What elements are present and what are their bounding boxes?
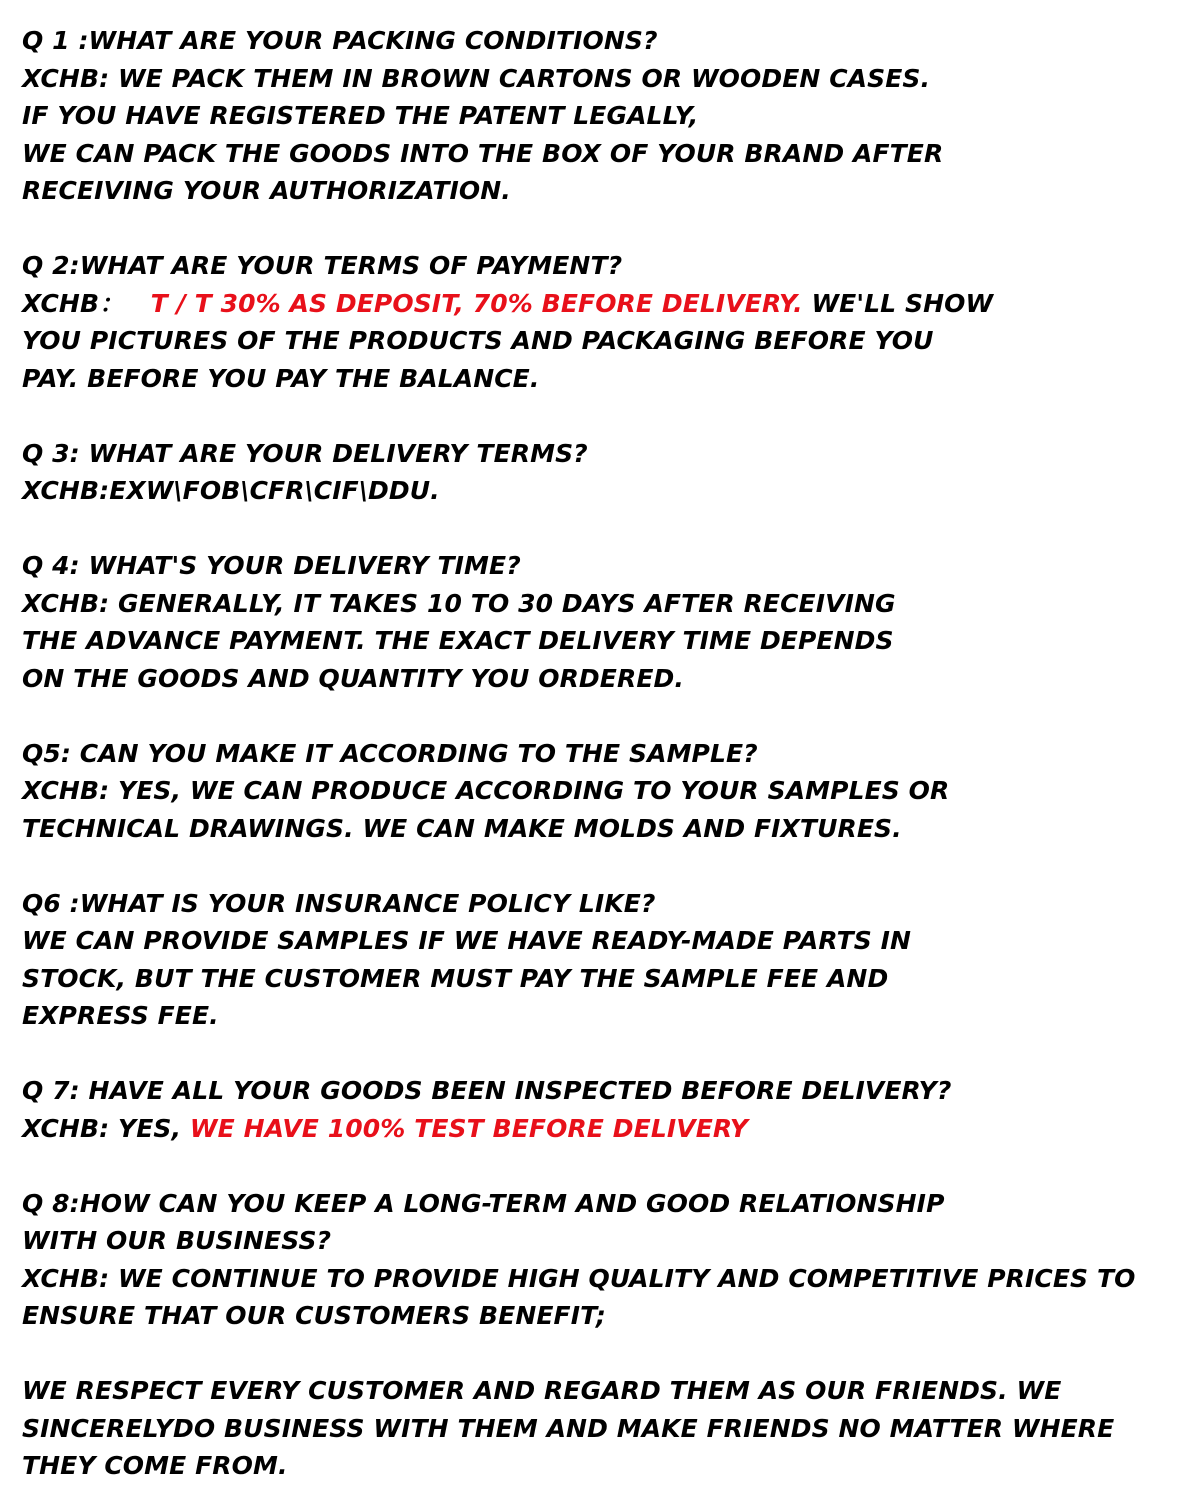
answer-7-prefix: XCHB: YES, [22,1113,182,1143]
answer-4-line-2: THE ADVANCE PAYMENT. THE EXACT DELIVERY TIME DEPENDS [22,626,894,655]
question-8-line-1: Q 8:HOW CAN YOU KEEP A LONG-TERM AND GOOD RELATIONSHIP [22,1188,945,1218]
test-highlight: WE HAVE 100% TEST BEFORE DELIVERY [189,1113,749,1143]
question-3: Q 3: WHAT ARE YOUR DELIVERY TERMS? [22,438,588,468]
answer-5-line-2: TECHNICAL DRAWINGS. WE CAN MAKE MOLDS AND FIXTURES. [22,813,902,843]
question-1: Q 1 :WHAT ARE YOUR PACKING CONDITIONS? [22,26,658,55]
faq-q8 [22,1185,1192,1335]
payment-terms-highlight: T / T 30% AS DEPOSIT, 70% BEFORE DELIVERY. [150,288,803,318]
faq-q7 [22,1072,1192,1147]
answer-4-line-3: ON THE GOODS AND QUANTITY YOU ORDERED. [22,663,684,693]
answer-7-line-1 [22,1110,1192,1148]
question-5: Q5: CAN YOU MAKE IT ACCORDING TO THE SAMPLE? [22,738,758,768]
question-4: Q 4: WHAT'S YOUR DELIVERY TIME? [22,551,521,580]
answer-4-line-1: XCHB: GENERALLY, IT TAKES 10 TO 30 DAYS AFTER RECEIVING [22,588,896,618]
closing-line-1: WE RESPECT EVERY CUSTOMER AND REGARD THEM AS OUR FRIENDS. WE [22,1376,1062,1405]
faq-q1 [22,22,1192,210]
answer-2-line-3: PAY. BEFORE YOU PAY THE BALANCE. [22,363,540,393]
answer-3-line-1: XCHB:EXW\FOB\CFR\CIF\DDU. [22,476,440,505]
answer-6-line-1: WE CAN PROVIDE SAMPLES IF WE HAVE READY-MADE PARTS IN [22,926,912,955]
faq-q4 [22,547,1192,697]
answer-6-line-2: STOCK, BUT THE CUSTOMER MUST PAY THE SAMPLE FEE AND [22,963,889,993]
faq-q6 [22,885,1192,1035]
answer-1-line-3: WE CAN PACK THE GOODS INTO THE BOX OF YOUR BRAND AFTER [22,138,944,168]
answer-8-line-1: XCHB: WE CONTINUE TO PROVIDE HIGH QUALITY AND COMPETITIVE PRICES TO [22,1263,1136,1293]
answer-2-suffix: WE'LL SHOW [811,288,994,318]
question-7: Q 7: HAVE ALL YOUR GOODS BEEN INSPECTED BEFORE DELIVERY? [22,1076,952,1105]
answer-8-line-2: ENSURE THAT OUR CUSTOMERS BENEFIT; [22,1301,607,1330]
answer-1-line-1: XCHB: WE PACK THEM IN BROWN CARTONS OR WOODEN CASES. [22,63,931,93]
closing-line-2: SINCERELYDO BUSINESS WITH THEM AND MAKE FRIENDS NO MATTER WHERE [22,1413,1115,1443]
answer-2-line-2: YOU PICTURES OF THE PRODUCTS AND PACKAGING BEFORE YOU [22,326,934,355]
answer-5-line-1: XCHB: YES, WE CAN PRODUCE ACCORDING TO YOUR SAMPLES OR [22,776,950,805]
question-6: Q6 :WHAT IS YOUR INSURANCE POLICY LIKE? [22,888,656,918]
closing-line-3: THEY COME FROM. [22,1451,288,1480]
question-8-line-2: WITH OUR BUSINESS? [22,1226,332,1255]
answer-6-line-3: EXPRESS FEE. [22,1001,219,1030]
faq-document [22,22,1192,1485]
faq-q2 [22,247,1192,397]
answer-2-line-1 [22,285,1192,323]
answer-1-line-2: IF YOU HAVE REGISTERED THE PATENT LEGALLY, [22,101,699,130]
faq-q3 [22,435,1192,510]
closing-statement [22,1372,1192,1485]
faq-q5 [22,735,1192,848]
question-2: Q 2:WHAT ARE YOUR TERMS OF PAYMENT? [22,251,623,280]
answer-2-prefix: XCHB： [22,288,125,318]
answer-1-line-4: RECEIVING YOUR AUTHORIZATION. [22,176,511,205]
